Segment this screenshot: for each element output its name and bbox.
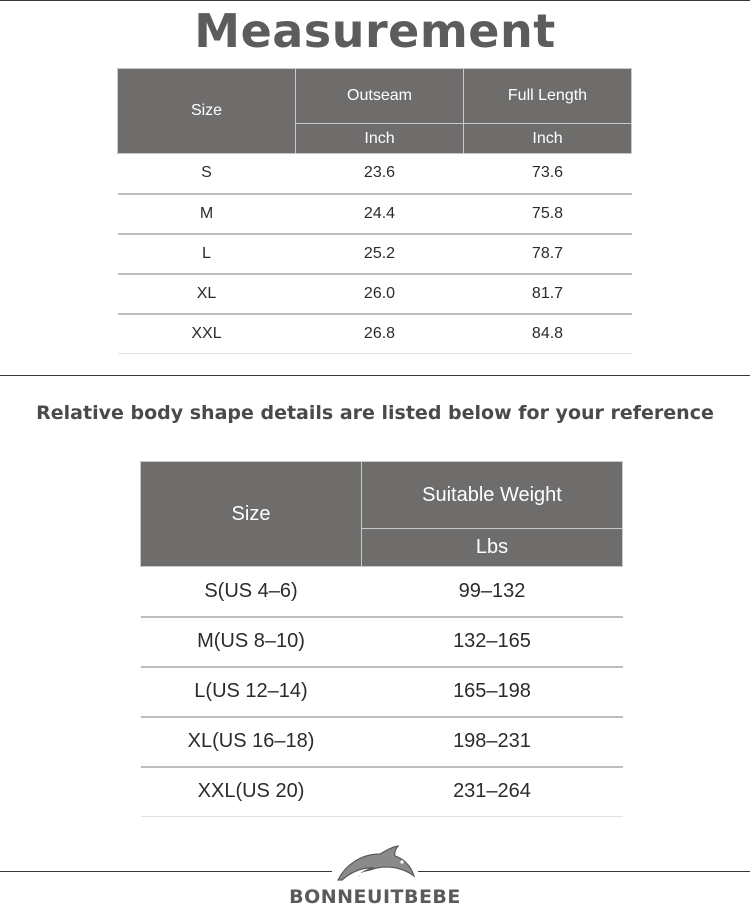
measurement-header-outseam: Outseam [296,69,464,124]
cell-weight: 198–231 [362,717,623,767]
measurement-full-length-unit: Inch [464,124,632,154]
table-row [118,274,632,314]
dolphin-logo-icon [332,842,418,888]
cell-outseam: 25.2 [296,234,464,274]
cell-outseam: 26.8 [296,314,464,354]
cell-full-length: 78.7 [464,234,632,274]
cell-full-length: 84.8 [464,314,632,354]
cell-full-length: 81.7 [464,274,632,314]
cell-size: M(US 8–10) [141,617,362,667]
cell-size: XL(US 16–18) [141,717,362,767]
cell-size: XXL [118,314,296,354]
cell-weight: 231–264 [362,767,623,817]
body-weight-unit: Lbs [362,529,623,567]
body-shape-table [140,461,623,817]
top-border-line [0,0,750,1]
cell-size: XXL(US 20) [141,767,362,817]
cell-size: S [118,154,296,194]
table-row [118,154,632,194]
table-row [141,667,623,717]
cell-weight: 165–198 [362,667,623,717]
brand-logo [0,838,750,908]
cell-full-length: 75.8 [464,194,632,234]
body-header-weight: Suitable Weight [362,462,623,529]
measurement-header-full-length: Full Length [464,69,632,124]
body-header-size: Size [141,462,362,567]
table-row [141,567,623,617]
table-row [141,717,623,767]
cell-size: S(US 4–6) [141,567,362,617]
cell-weight: 99–132 [362,567,623,617]
cell-weight: 132–165 [362,617,623,667]
body-header-row [141,462,623,529]
cell-size: M [118,194,296,234]
section-subtitle: Relative body shape details are listed below for your reference [36,402,714,424]
table-row [118,194,632,234]
table-row [118,314,632,354]
cell-outseam: 24.4 [296,194,464,234]
cell-outseam: 23.6 [296,154,464,194]
table-row [141,767,623,817]
measurement-outseam-unit: Inch [296,124,464,154]
cell-size: L [118,234,296,274]
page-title: Measurement [194,4,556,58]
measurement-table [117,68,632,354]
cell-size: L(US 12–14) [141,667,362,717]
brand-name: BONNEUITBEBE [289,886,461,908]
measurement-header-size: Size [118,69,296,154]
cell-full-length: 73.6 [464,154,632,194]
section-divider-line [0,375,750,376]
cell-size: XL [118,274,296,314]
cell-outseam: 26.0 [296,274,464,314]
table-row [118,234,632,274]
measurement-header-row [118,69,632,124]
table-row [141,617,623,667]
